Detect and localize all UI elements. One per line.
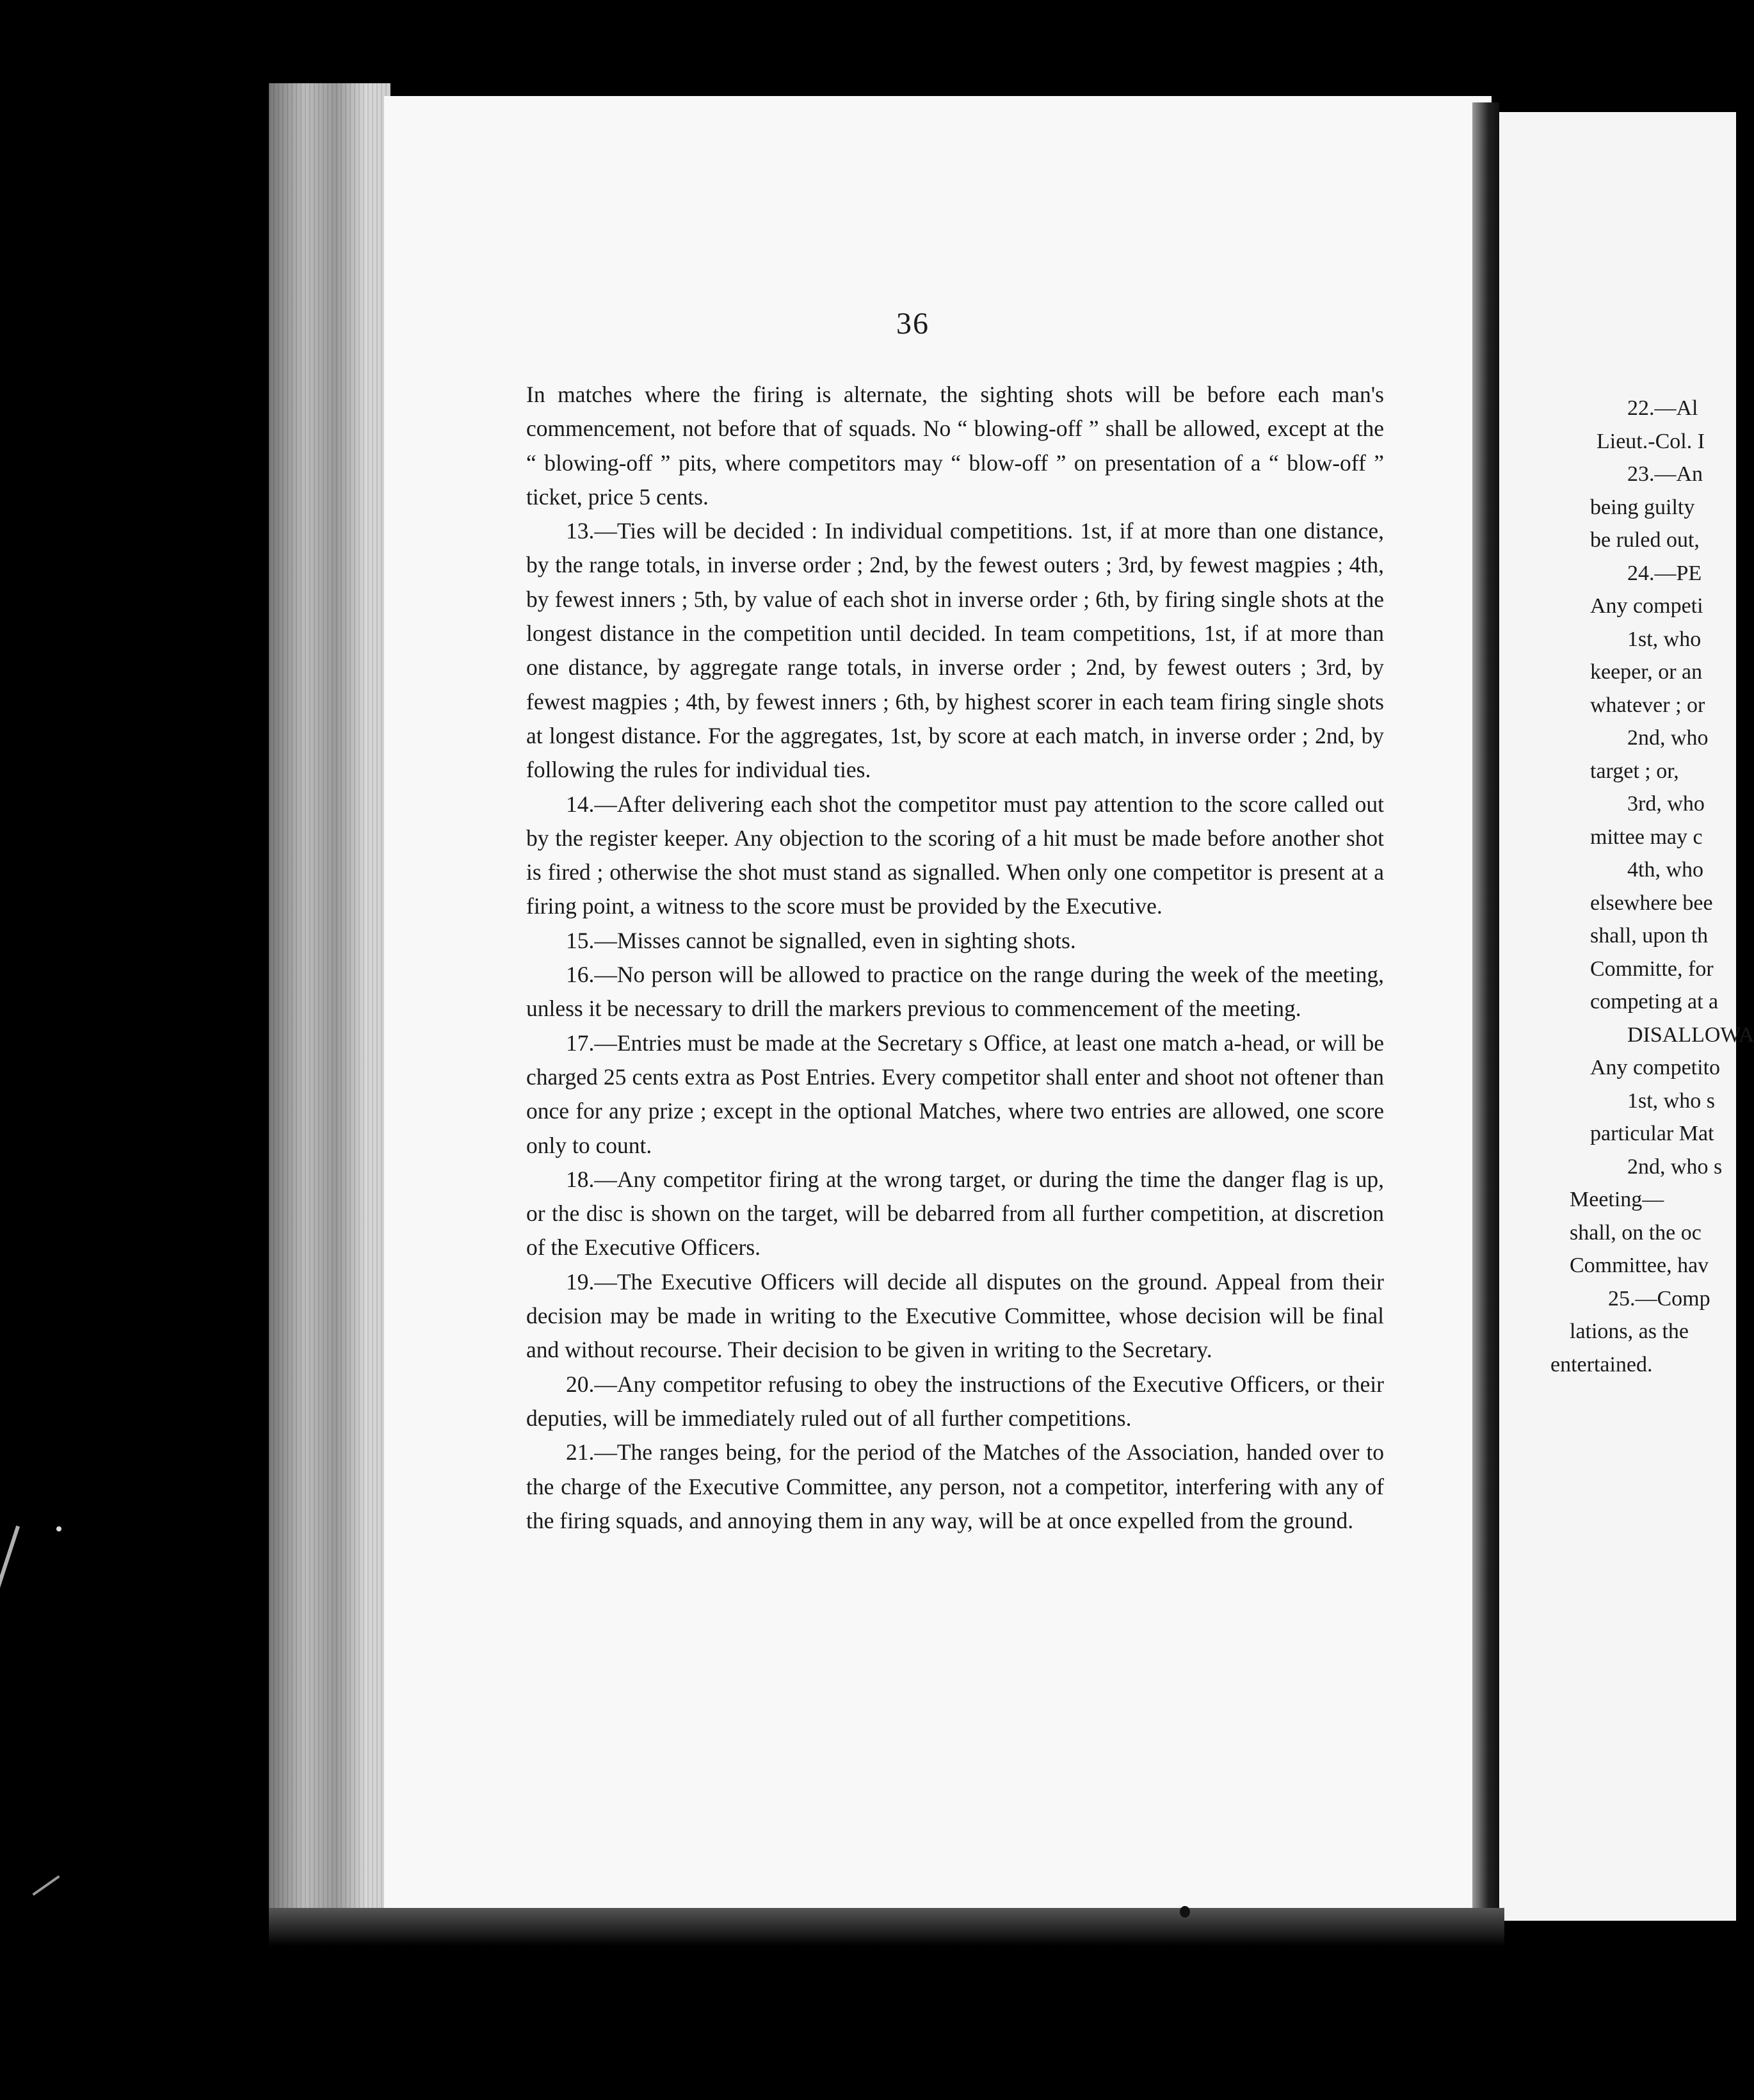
paragraph-17: 17.—Entries must be made at the Secretary s Office, at least one match a-head, or will be charged 25 cents extra as Post Entries. Every competitor shall enter and shoot not oftener than once for any prize ; except in the optional Matches, where two entries are allowed, one score only to count. [526,1030,1384,1158]
right-line: shall, upon th [1590,924,1709,948]
right-line: Committee, hav [1570,1254,1709,1277]
right-line: Any competi [1590,594,1703,618]
right-line: Meeting— [1570,1188,1664,1211]
book-gutter [1472,102,1499,1908]
page-bottom-shadow [269,1908,1504,1946]
right-line: particular Mat [1590,1122,1714,1145]
paragraph-15: 15.—Misses cannot be signalled, even in sighting shots. [566,927,1076,953]
right-line: 23.—An [1627,462,1703,486]
right-line: 1st, who s [1627,1088,1715,1113]
right-line: 22.—Al [1627,396,1698,420]
right-line: DISALLOWA [1627,1022,1754,1047]
right-line: 24.—PE [1627,561,1702,585]
right-line: entertained. [1550,1352,1653,1377]
right-line: 2nd, who [1627,726,1709,750]
right-page-text [1550,392,1754,1381]
right-line: being guilty [1590,495,1695,519]
paragraph-20: 20.—Any competitor refusing to obey the instructions of the Executive Officers, or their deputies, will be immediately ruled out of all further competitions. [526,1371,1384,1431]
right-line: shall, on the oc [1570,1220,1702,1245]
paragraph-14: 14.—After delivering each shot the competitor must pay attention to the score called out by the register keeper. Any objection to the scoring of a hit must be made before another shot is fired ; otherwise the shot must stand as signalled. When only one competitor is present at a firing point, a witness to the score must be provided by the Executive. [526,791,1384,919]
paragraph-16: 16.—No person will be allowed to practice on the range during the week of the meeting, unless it be necessary to drill the markers previous to commencement of the meeting. [526,962,1384,1022]
paragraph-19: 19.—The Executive Officers will decide all disputes on the ground. Appeal from their decision may be made in writing to the Executive Committee, whose decision will be final and without recourse. Their decision to be given in writing to the Secretary. [526,1268,1384,1363]
right-line: be ruled out, [1590,528,1700,552]
left-page-text [526,378,1384,1538]
scan-artifact [0,1526,20,1619]
right-line: Any competito [1590,1056,1721,1079]
right-line: 25.—Comp [1608,1286,1710,1311]
right-line: 3rd, who [1627,792,1705,816]
scan-artifact [56,1526,61,1531]
paragraph-21: 21.—The ranges being, for the period of the Matches of the Association, handed over to the charge of the Executive Committee, any person, not a competitor, interfering with any of the firing squads, and annoying them in any way, will be at once expelled from the ground. [526,1439,1384,1533]
ink-dot [1180,1906,1190,1918]
right-line: 2nd, who s [1627,1154,1723,1179]
page-number: 36 [896,307,929,341]
right-line: whatever ; or [1590,693,1705,717]
right-line: lations, as the [1570,1320,1689,1343]
right-line: mittee may c [1590,825,1703,849]
page-edges [269,83,390,1908]
right-line: Committe, for [1590,957,1714,981]
right-line: Lieut.-Col. I [1597,429,1705,453]
right-line: elsewhere bee [1590,891,1713,915]
right-line: 1st, who [1627,627,1702,651]
right-line: target ; or, [1590,759,1679,783]
paragraph-intro: In matches where the firing is alternate, the sighting shots will be before each man's commencement, not before that of squads. No “ blowing-off ” shall be allowed, except at the “ blowing-off ” pits, where competitors may “ blow-off ” on presentation of a “ blow-off ” ticket, price 5 cents. [526,382,1384,510]
scan-artifact [32,1875,60,1896]
right-line: competing at a [1590,990,1719,1014]
paragraph-13: 13.—Ties will be decided : In individual competitions. 1st, if at more than one distance, by the range totals, in inverse order ; 2nd, by the fewest outers ; 3rd, by fewest magpies ; 4th, by fewest inners ; 5th, by value of each shot in inverse order ; 6th, by firing single shots at the longest distance in the competition until decided. In team competitions, 1st, if at more than one distance, by aggregate range totals, in inverse order ; 2nd, by fewest outers ; 3rd, by fewest magpies ; 4th, by fewest inners ; 6th, by highest scorer in each team firing single shots at longest distance. For the aggregates, 1st, by score at each match, in inverse order ; 2nd, by following the rules for individual ties. [526,518,1384,783]
paragraph-18: 18.—Any competitor firing at the wrong target, or during the time the danger flag is up, or the disc is shown on the target, will be debarred from all further competition, at discretion of the Executive Officers. [526,1166,1384,1261]
right-line: keeper, or an [1590,660,1703,684]
right-line: 4th, who [1627,858,1703,882]
